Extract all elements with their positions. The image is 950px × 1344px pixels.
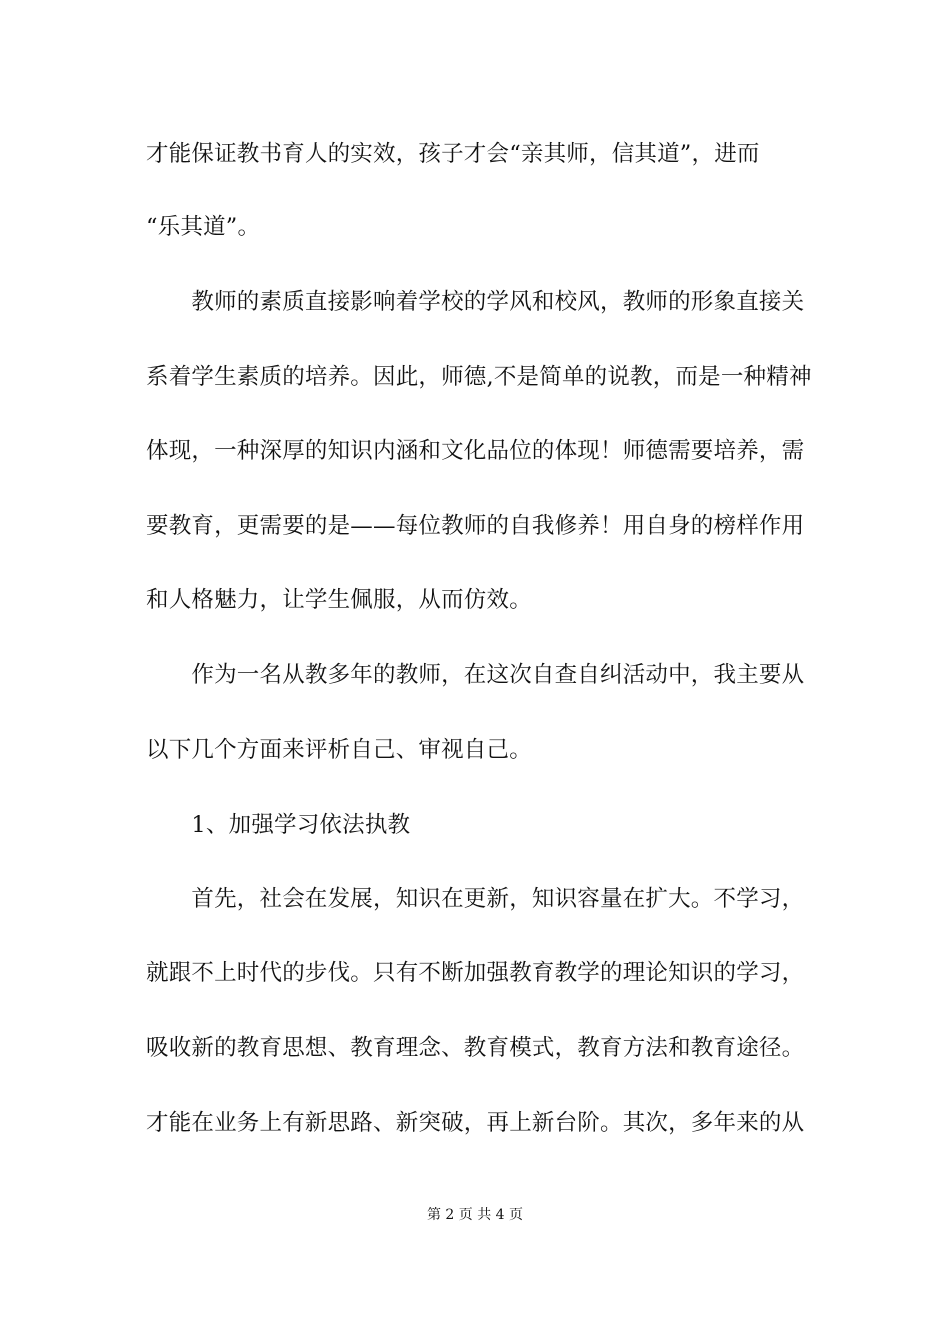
section-heading: 1、加强学习依法执教 bbox=[146, 812, 411, 838]
text-line-1: 才能保证教书育人的实效，孩子才会“亲其师，信其道”，进而 bbox=[146, 141, 760, 167]
text-line-9: 以下几个方面来评析自己、审视自己。 bbox=[146, 737, 532, 763]
text-line-5: 体现，一种深厚的知识内涵和文化品位的体现！师德需要培养，需 bbox=[146, 438, 805, 464]
text-line-4: 系着学生素质的培养。因此，师德,不是简单的说教，而是一种精神 bbox=[146, 364, 812, 390]
text-line-2: “乐其道”。 bbox=[146, 214, 261, 240]
text-line-7: 和人格魅力，让学生佩服，从而仿效。 bbox=[146, 587, 532, 613]
page-footer bbox=[0, 1206, 950, 1224]
text-line-8: 作为一名从教多年的教师，在这次自查自纠活动中，我主要从 bbox=[146, 662, 805, 688]
page-number-label: 第 2 页 共 4 页 bbox=[426, 1207, 524, 1223]
text-line-3: 教师的素质直接影响着学校的学风和校风，教师的形象直接关 bbox=[146, 289, 805, 315]
text-line-11: 首先，社会在发展，知识在更新，知识容量在扩大。不学习， bbox=[146, 886, 805, 912]
text-line-12: 就跟不上时代的步伐。只有不断加强教育教学的理论知识的学习， bbox=[146, 960, 805, 986]
text-line-13: 吸收新的教育思想、教育理念、教育模式，教育方法和教育途径。 bbox=[146, 1035, 805, 1061]
text-line-6: 要教育，更需要的是——每位教师的自我修养！用自身的榜样作用 bbox=[146, 513, 805, 539]
text-line-14: 才能在业务上有新思路、新突破，再上新台阶。其次，多年来的从 bbox=[146, 1110, 805, 1136]
